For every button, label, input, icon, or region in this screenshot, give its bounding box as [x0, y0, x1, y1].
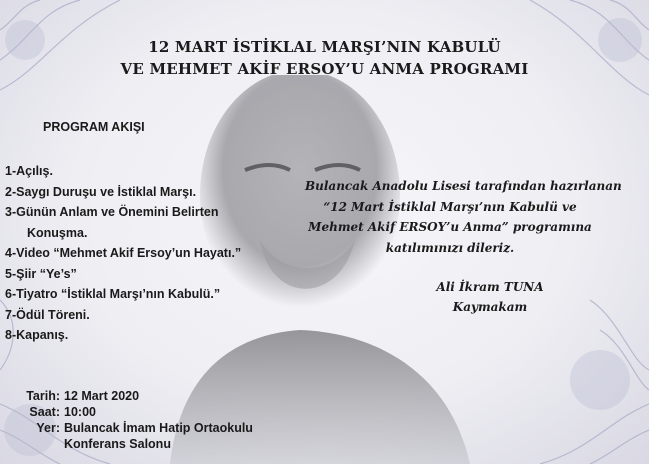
place-row-2	[10, 436, 253, 452]
place-value-2: Konferans Salonu	[64, 437, 171, 451]
program-item: 5-Şiir “Ye’s”	[5, 266, 77, 281]
time-row	[10, 404, 253, 420]
time-label: Saat:	[29, 405, 60, 419]
signer-name: Ali İkram TUNA	[436, 280, 544, 294]
program-item: 7-Ödül Töreni.	[5, 307, 90, 322]
signer-title: Kaymakam	[452, 300, 528, 314]
invitation-line: Bulancak Anadolu Lisesi tarafından hazırlanan	[305, 179, 622, 193]
program-list	[5, 161, 241, 346]
invitation-line: “12 Mart İstiklal Marşı’nın Kabulü ve	[323, 199, 577, 214]
program-item: Konuşma.	[27, 225, 88, 240]
place-row	[10, 420, 253, 436]
date-label: Tarih:	[26, 389, 60, 403]
program-item: 2-Saygı Duruşu ve İstiklal Marşı.	[5, 184, 197, 199]
title-line-2: VE MEHMET AKİF ERSOY’U ANMA PROGRAMI	[120, 60, 529, 78]
program-heading: PROGRAM AKIŞI	[43, 120, 145, 134]
invitation-line: Mehmet Akif ERSOY’u Anma” programına	[308, 220, 592, 234]
date-value: 12 Mart 2020	[64, 389, 140, 403]
invitation-text	[305, 176, 622, 258]
program-item: 6-Tiyatro “İstiklal Marşı’nın Kabulü.”	[5, 287, 221, 301]
program-item: 4-Video “Mehmet Akif Ersoy’un Hayatı.”	[5, 246, 242, 260]
program-item: 8-Kapanış.	[5, 328, 69, 342]
invitation-line: katılımınızı dileriz.	[385, 240, 515, 255]
program-item: 3-Günün Anlam ve Önemini Belirten	[5, 205, 219, 219]
place-label: Yer:	[36, 421, 60, 435]
place-value: Bulancak İmam Hatip Ortaokulu	[64, 421, 253, 435]
event-details	[10, 388, 253, 452]
title-line-1: 12 MART İSTİKLAL MARŞI’NIN KABULÜ	[148, 38, 501, 56]
date-row	[10, 388, 253, 404]
program-item: 1-Açılış.	[5, 164, 53, 178]
time-value: 10:00	[64, 405, 96, 419]
